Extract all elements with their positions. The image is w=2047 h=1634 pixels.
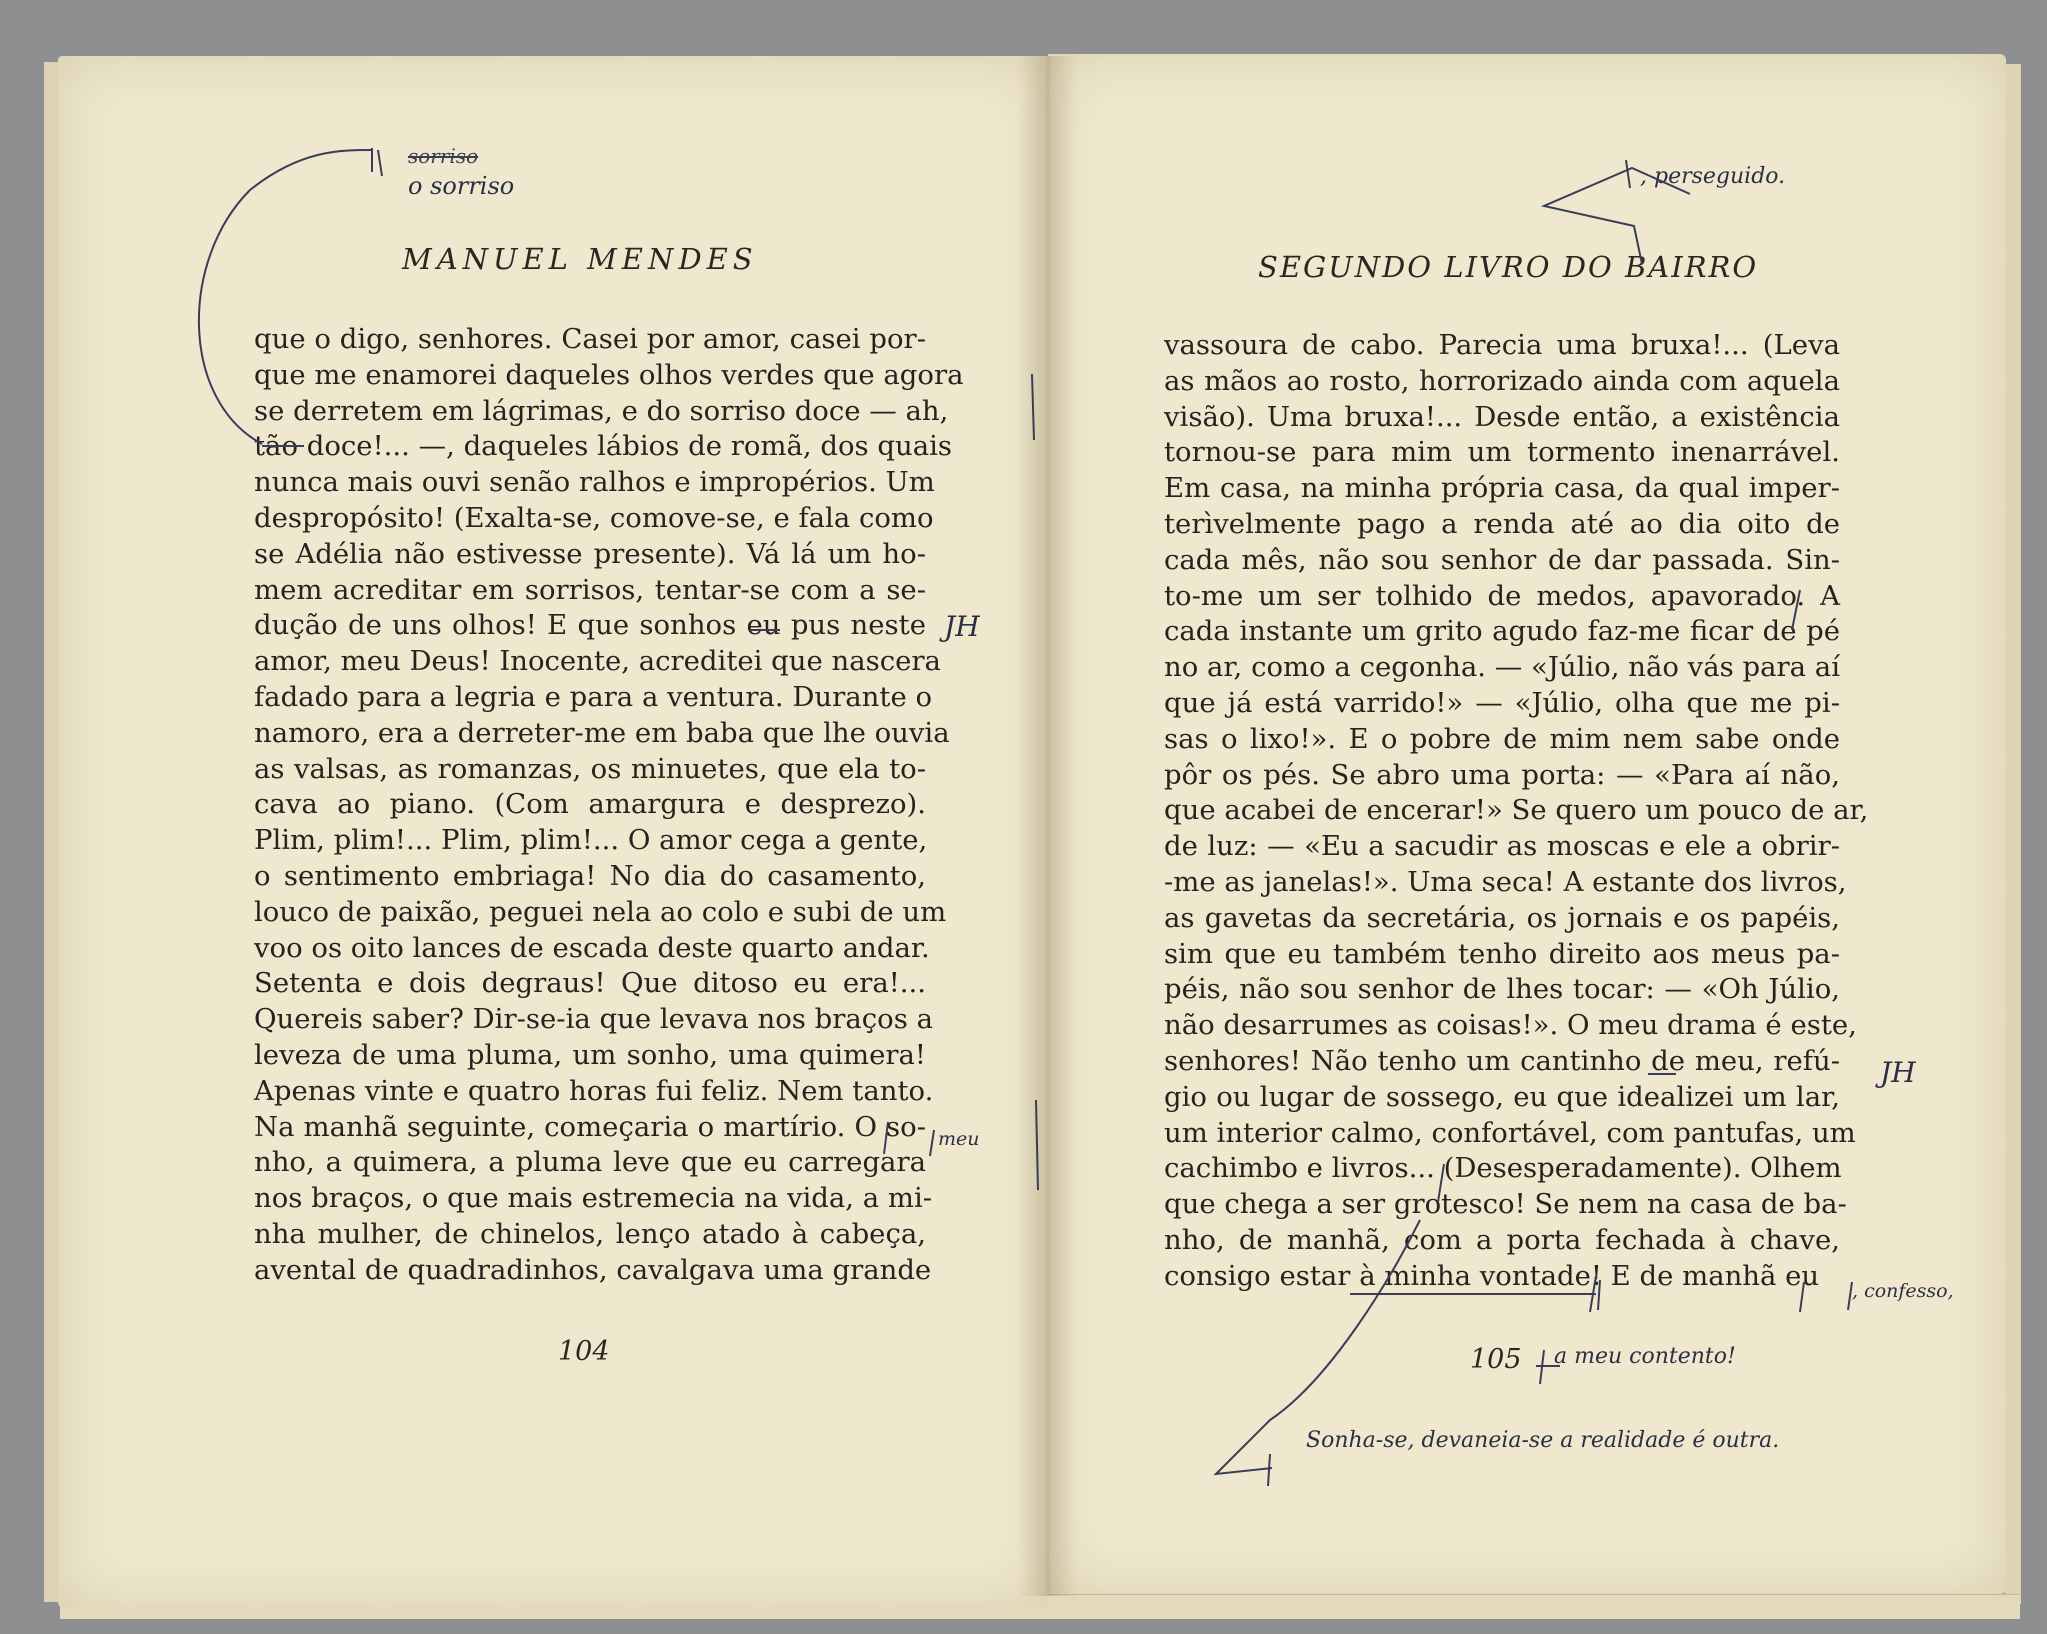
text-line: não desarrumes as coisas!». O meu drama é este, — [1164, 1009, 1857, 1042]
text-line: tão doce!... —, daqueles lábios de romã, dos quais — [254, 430, 953, 463]
margin-initials-left: JH — [944, 610, 980, 643]
text-line: -me as janelas!». Uma seca! A estante dos livros, — [1164, 865, 1847, 898]
text-line: sim que eu também tenho direito aos meus pa- — [1164, 937, 1840, 970]
text-line: cada instante um grito agudo faz-me ficar de pé — [1164, 615, 1840, 648]
text-line: Quereis saber? Dir-se-ia que levava nos braços a — [254, 1003, 933, 1036]
left-page-number: 104 — [558, 1336, 610, 1367]
annotation-o-sorriso: o sorriso — [408, 172, 515, 200]
text-line: gio ou lugar de sossego, eu que idealizei um lar, — [1164, 1080, 1840, 1113]
text-line: visão). Uma bruxa!... Desde então, a existência — [1164, 400, 1840, 433]
margin-insert-meu: meu — [938, 1128, 980, 1150]
page-edges-right — [2004, 64, 2021, 1604]
text-line: Apenas vinte e quatro horas fui feliz. Nem tanto. — [254, 1074, 934, 1107]
text-line: consigo estar à minha vontade! E de manhã eu — [1164, 1259, 1820, 1292]
text-line: Setenta e dois degraus! Que ditoso eu era!... — [254, 967, 926, 1000]
text-line: que acabei de encerar!» Se quero um pouco de ar, — [1164, 794, 1869, 827]
annotation-sonha-se: Sonha-se, devaneia-se a realidade é outra. — [1306, 1428, 1780, 1453]
right-page-header: SEGUNDO LIVRO DO BAIRRO — [1258, 250, 1759, 284]
text-line: Em casa, na minha própria casa, da qual imper- — [1164, 472, 1840, 505]
struck-annotation-sorriso: sorriso — [408, 144, 479, 168]
book-gutter — [1018, 56, 1078, 1596]
text-line: um interior calmo, confortável, com pantufas, um — [1164, 1116, 1856, 1149]
text-line: leveza de uma pluma, um sonho, uma quimera! — [254, 1038, 926, 1071]
text-line: nos braços, o que mais estremecia na vida, a mi- — [254, 1182, 933, 1215]
text-line: pôr os pés. Se abro uma porta: — «Para aí não, — [1164, 758, 1840, 791]
right-page-number: 105 — [1470, 1344, 1522, 1375]
text-line: as mãos ao rosto, horrorizado ainda com aquela — [1164, 364, 1840, 397]
text-line: to-me um ser tolhido de medos, apavorado. A — [1164, 579, 1840, 612]
text-line: cada mês, não sou senhor de dar passada. Sin- — [1164, 543, 1840, 576]
text-line: péis, não sou senhor de lhes tocar: — «Oh Júlio, — [1164, 973, 1840, 1006]
text-line: mem acreditar em sorrisos, tentar-se com a se- — [254, 573, 926, 606]
left-page-header: MANUEL MENDES — [402, 242, 758, 276]
text-line: amor, meu Deus! Inocente, acreditei que nascera — [254, 645, 941, 678]
text-line: no ar, como a cegonha. — «Júlio, não vás para aí — [1164, 651, 1840, 684]
text-line: nho, de manhã, com a porta fechada à chave, — [1164, 1223, 1840, 1256]
right-page-text — [1164, 328, 1869, 1295]
text-line: fadado para a legria e para a ventura. Durante o — [254, 680, 933, 713]
text-line: Plim, plim!... Plim, plim!... O amor cega a gente, — [254, 824, 928, 857]
page-edges-left — [44, 62, 59, 1602]
margin-initials-right: JH — [1880, 1056, 1916, 1089]
text-line: se Adélia não estivesse presente). Vá lá um ho- — [254, 537, 926, 570]
text-line: sas o lixo!». E o pobre de mim nem sabe onde — [1164, 722, 1840, 755]
text-line: dução de uns olhos! E que sonhos eu pus neste — [254, 609, 926, 642]
annotation-a-meu-contento: a meu contento! — [1554, 1344, 1736, 1369]
text-line: de luz: — «Eu a sacudir as moscas e ele a obrir- — [1164, 830, 1840, 863]
text-line: terìvelmente pago a renda até ao dia oito de — [1164, 507, 1840, 540]
text-line: voo os oito lances de escada deste quarto andar. — [254, 931, 930, 964]
text-line: as valsas, as romanzas, os minuetes, que ela to- — [254, 752, 926, 785]
text-line: avental de quadradinhos, cavalgava uma grande — [254, 1253, 932, 1286]
text-line: se derretem em lágrimas, e do sorriso doce — ah, — [254, 394, 949, 427]
text-line: nunca mais ouvi senão ralhos e impropérios. Um — [254, 466, 935, 499]
text-line: despropósito! (Exalta-se, comove-se, e fala como — [254, 501, 934, 534]
text-line: que me enamorei daqueles olhos verdes que agora — [254, 358, 964, 391]
text-line: que chega a ser grotesco! Se nem na casa de ba- — [1164, 1188, 1847, 1221]
text-line: Na manhã seguinte, começaria o martírio. O so- — [254, 1110, 926, 1143]
text-line: que o digo, senhores. Casei por amor, casei por- — [254, 323, 926, 355]
text-line: cachimbo e livros... (Desesperadamente). Olhem — [1164, 1152, 1842, 1185]
margin-insert-confesso: , confesso, — [1852, 1280, 1954, 1302]
text-line: vassoura de cabo. Parecia uma bruxa!... (Leva — [1164, 329, 1840, 361]
text-line: as gavetas da secretária, os jornais e os papéis, — [1164, 901, 1840, 934]
annotation-perseguido: , perseguido. — [1640, 164, 1786, 189]
text-line: tornou-se para mim um tormento inenarrável. — [1164, 436, 1840, 469]
text-line: louco de paixão, peguei nela ao colo e subi de um — [254, 895, 947, 928]
text-line: que já está varrido!» — «Júlio, olha que me pi- — [1164, 686, 1840, 719]
text-line: namoro, era a derreter-me em baba que lhe ouvia — [254, 716, 950, 749]
text-line: senhores! Não tenho um cantinho de meu, refú- — [1164, 1044, 1840, 1077]
text-line: cava ao piano. (Com amargura e desprezo). — [254, 788, 926, 821]
text-line: o sentimento embriaga! No dia do casamento, — [254, 859, 926, 892]
text-line: nha mulher, de chinelos, lenço atado à cabeça, — [254, 1217, 926, 1250]
text-line: nho, a quimera, a pluma leve que eu carregara — [254, 1146, 926, 1179]
